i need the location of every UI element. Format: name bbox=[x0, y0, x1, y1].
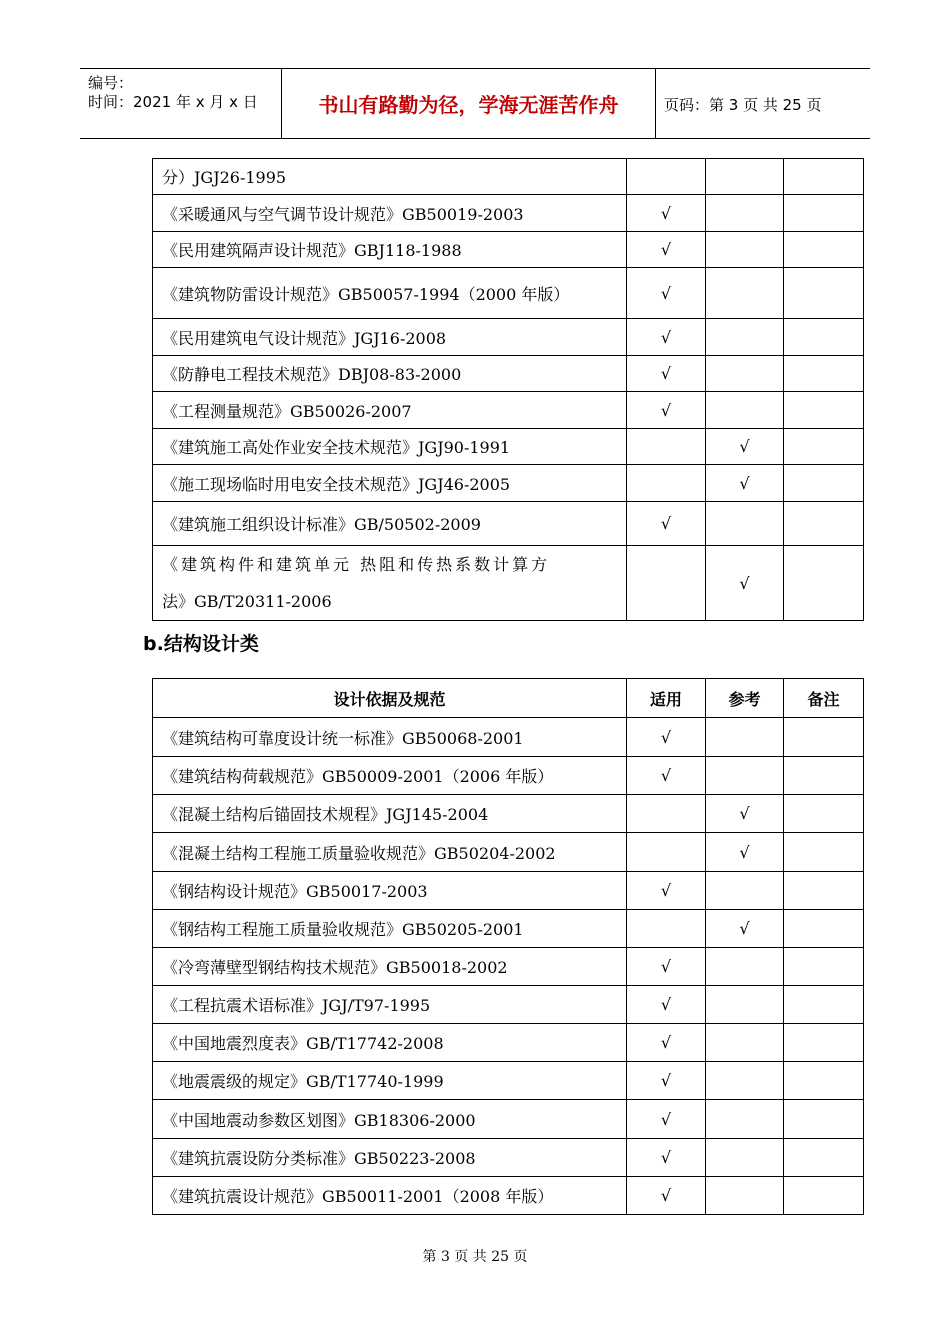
mark-apply: √ bbox=[627, 718, 706, 757]
mark-apply bbox=[627, 546, 706, 621]
mark-ref bbox=[706, 392, 784, 429]
page-header bbox=[80, 68, 870, 139]
mark-ref bbox=[706, 1177, 784, 1215]
mark-ref: √ bbox=[706, 465, 784, 502]
table-row bbox=[153, 268, 864, 319]
mark-note bbox=[784, 268, 864, 319]
mark-apply: √ bbox=[627, 1100, 706, 1139]
standard-name: 《地震震级的规定》GB/T17740-1999 bbox=[153, 1062, 627, 1100]
standard-name: 《建筑抗震设防分类标准》GB50223-2008 bbox=[153, 1139, 627, 1177]
mark-apply: √ bbox=[627, 1024, 706, 1062]
standard-name: 《中国地震烈度表》GB/T17742-2008 bbox=[153, 1024, 627, 1062]
mark-ref: √ bbox=[706, 795, 784, 833]
mark-apply: √ bbox=[627, 872, 706, 910]
mark-apply bbox=[627, 910, 706, 948]
mark-apply bbox=[627, 429, 706, 465]
table-row bbox=[153, 159, 864, 195]
table-row bbox=[153, 948, 864, 986]
mark-apply: √ bbox=[627, 1139, 706, 1177]
standard-name-line: 法》GB/T20311-2006 bbox=[162, 592, 332, 611]
mark-note bbox=[784, 1177, 864, 1215]
mark-note bbox=[784, 1100, 864, 1139]
standard-name: 《民用建筑隔声设计规范》GBJ118-1988 bbox=[153, 232, 627, 268]
header-page-info: 页码：第 3 页 共 25 页 bbox=[664, 96, 822, 114]
mark-ref: √ bbox=[706, 910, 784, 948]
mark-apply bbox=[627, 465, 706, 502]
table-row bbox=[153, 319, 864, 356]
mark-ref bbox=[706, 718, 784, 757]
mark-ref bbox=[706, 356, 784, 392]
mark-note bbox=[784, 195, 864, 232]
mark-ref bbox=[706, 986, 784, 1024]
standard-name: 《建筑施工组织设计标准》GB/50502-2009 bbox=[153, 502, 627, 546]
mark-apply: √ bbox=[627, 195, 706, 232]
mark-apply: √ bbox=[627, 1062, 706, 1100]
standard-name: 《混凝土结构后锚固技术规程》JGJ145-2004 bbox=[153, 795, 627, 833]
table-row bbox=[153, 1024, 864, 1062]
header-motto: 书山有路勤为径，学海无涯苦作舟 bbox=[318, 93, 619, 117]
mark-note bbox=[784, 232, 864, 268]
mark-apply bbox=[627, 159, 706, 195]
standard-name: 《采暖通风与空气调节设计规范》GB50019-2003 bbox=[153, 195, 627, 232]
standard-name bbox=[153, 546, 627, 621]
mark-apply bbox=[627, 795, 706, 833]
mark-apply: √ bbox=[627, 502, 706, 546]
table-row bbox=[153, 910, 864, 948]
mark-note bbox=[784, 948, 864, 986]
standards-table-2 bbox=[152, 678, 864, 1215]
table-row bbox=[153, 986, 864, 1024]
table-row bbox=[153, 195, 864, 232]
table-row bbox=[153, 872, 864, 910]
mark-note bbox=[784, 986, 864, 1024]
header-note: 备注 bbox=[784, 679, 864, 718]
standard-name: 《建筑结构可靠度设计统一标准》GB50068-2001 bbox=[153, 718, 627, 757]
header-apply: 适用 bbox=[627, 679, 706, 718]
table-row bbox=[153, 465, 864, 502]
mark-ref bbox=[706, 1024, 784, 1062]
standard-name: 《防静电工程技术规范》DBJ08-83-2000 bbox=[153, 356, 627, 392]
mark-note bbox=[784, 833, 864, 872]
mark-ref bbox=[706, 268, 784, 319]
table-row bbox=[153, 1062, 864, 1100]
mark-apply: √ bbox=[627, 392, 706, 429]
mark-apply bbox=[627, 833, 706, 872]
mark-ref: √ bbox=[706, 833, 784, 872]
table-row bbox=[153, 502, 864, 546]
mark-note bbox=[784, 546, 864, 621]
mark-apply: √ bbox=[627, 948, 706, 986]
standards-table-1 bbox=[152, 158, 864, 621]
standard-name: 《建筑物防雷设计规范》GB50057-1994（2000 年版） bbox=[153, 268, 627, 319]
mark-ref bbox=[706, 159, 784, 195]
mark-note bbox=[784, 1062, 864, 1100]
mark-apply: √ bbox=[627, 986, 706, 1024]
mark-ref bbox=[706, 1139, 784, 1177]
mark-ref bbox=[706, 232, 784, 268]
header-name: 设计依据及规范 bbox=[153, 679, 627, 718]
mark-note bbox=[784, 465, 864, 502]
standard-name: 《施工现场临时用电安全技术规范》JGJ46-2005 bbox=[153, 465, 627, 502]
header-meta bbox=[80, 69, 281, 138]
mark-apply: √ bbox=[627, 1177, 706, 1215]
table-row bbox=[153, 1100, 864, 1139]
table-row bbox=[153, 1177, 864, 1215]
standard-name: 《钢结构工程施工质量验收规范》GB50205-2001 bbox=[153, 910, 627, 948]
table-row bbox=[153, 392, 864, 429]
standard-name: 《工程测量规范》GB50026-2007 bbox=[153, 392, 627, 429]
date-label: 时间：2021 年 x 月 x 日 bbox=[88, 93, 258, 111]
standard-name: 分）JGJ26-1995 bbox=[153, 159, 627, 195]
number-label: 编号： bbox=[88, 74, 134, 92]
mark-note bbox=[784, 757, 864, 795]
mark-note bbox=[784, 319, 864, 356]
mark-note bbox=[784, 1024, 864, 1062]
table-row bbox=[153, 546, 864, 621]
standard-name: 《民用建筑电气设计规范》JGJ16-2008 bbox=[153, 319, 627, 356]
standard-name: 《建筑结构荷载规范》GB50009-2001（2006 年版） bbox=[153, 757, 627, 795]
standard-name: 《混凝土结构工程施工质量验收规范》GB50204-2002 bbox=[153, 833, 627, 872]
mark-note bbox=[784, 502, 864, 546]
mark-note bbox=[784, 1139, 864, 1177]
table-row bbox=[153, 833, 864, 872]
mark-note bbox=[784, 429, 864, 465]
mark-ref bbox=[706, 1100, 784, 1139]
mark-ref bbox=[706, 195, 784, 232]
mark-apply: √ bbox=[627, 319, 706, 356]
mark-ref: √ bbox=[706, 546, 784, 621]
table-row bbox=[153, 232, 864, 268]
mark-apply: √ bbox=[627, 232, 706, 268]
standard-name: 《钢结构设计规范》GB50017-2003 bbox=[153, 872, 627, 910]
header-divider bbox=[655, 69, 656, 138]
mark-ref bbox=[706, 1062, 784, 1100]
table-row bbox=[153, 429, 864, 465]
mark-ref bbox=[706, 757, 784, 795]
mark-ref bbox=[706, 319, 784, 356]
mark-ref: √ bbox=[706, 429, 784, 465]
table-row bbox=[153, 1139, 864, 1177]
mark-note bbox=[784, 910, 864, 948]
table-row bbox=[153, 718, 864, 757]
standard-name: 《建筑施工高处作业安全技术规范》JGJ90-1991 bbox=[153, 429, 627, 465]
mark-apply: √ bbox=[627, 268, 706, 319]
standard-name: 《建筑抗震设计规范》GB50011-2001（2008 年版） bbox=[153, 1177, 627, 1215]
header-ref: 参考 bbox=[706, 679, 784, 718]
mark-note bbox=[784, 392, 864, 429]
mark-apply: √ bbox=[627, 757, 706, 795]
mark-note bbox=[784, 718, 864, 757]
mark-ref bbox=[706, 948, 784, 986]
section-heading: b.结构设计类 bbox=[143, 633, 259, 655]
mark-note bbox=[784, 159, 864, 195]
mark-ref bbox=[706, 502, 784, 546]
mark-note bbox=[784, 872, 864, 910]
standard-name: 《冷弯薄壁型钢结构技术规范》GB50018-2002 bbox=[153, 948, 627, 986]
standard-name: 《中国地震动参数区划图》GB18306-2000 bbox=[153, 1100, 627, 1139]
mark-note bbox=[784, 795, 864, 833]
mark-ref bbox=[706, 872, 784, 910]
table-row bbox=[153, 356, 864, 392]
table-row bbox=[153, 757, 864, 795]
standard-name: 《工程抗震术语标准》JGJ/T97-1995 bbox=[153, 986, 627, 1024]
table-row bbox=[153, 795, 864, 833]
page-footer: 第 3 页 共 25 页 bbox=[422, 1249, 528, 1265]
table-header-row bbox=[153, 679, 864, 718]
mark-apply: √ bbox=[627, 356, 706, 392]
mark-note bbox=[784, 356, 864, 392]
standard-name-line: 《建筑构件和建筑单元 热阻和传热系数计算方 bbox=[162, 555, 551, 574]
